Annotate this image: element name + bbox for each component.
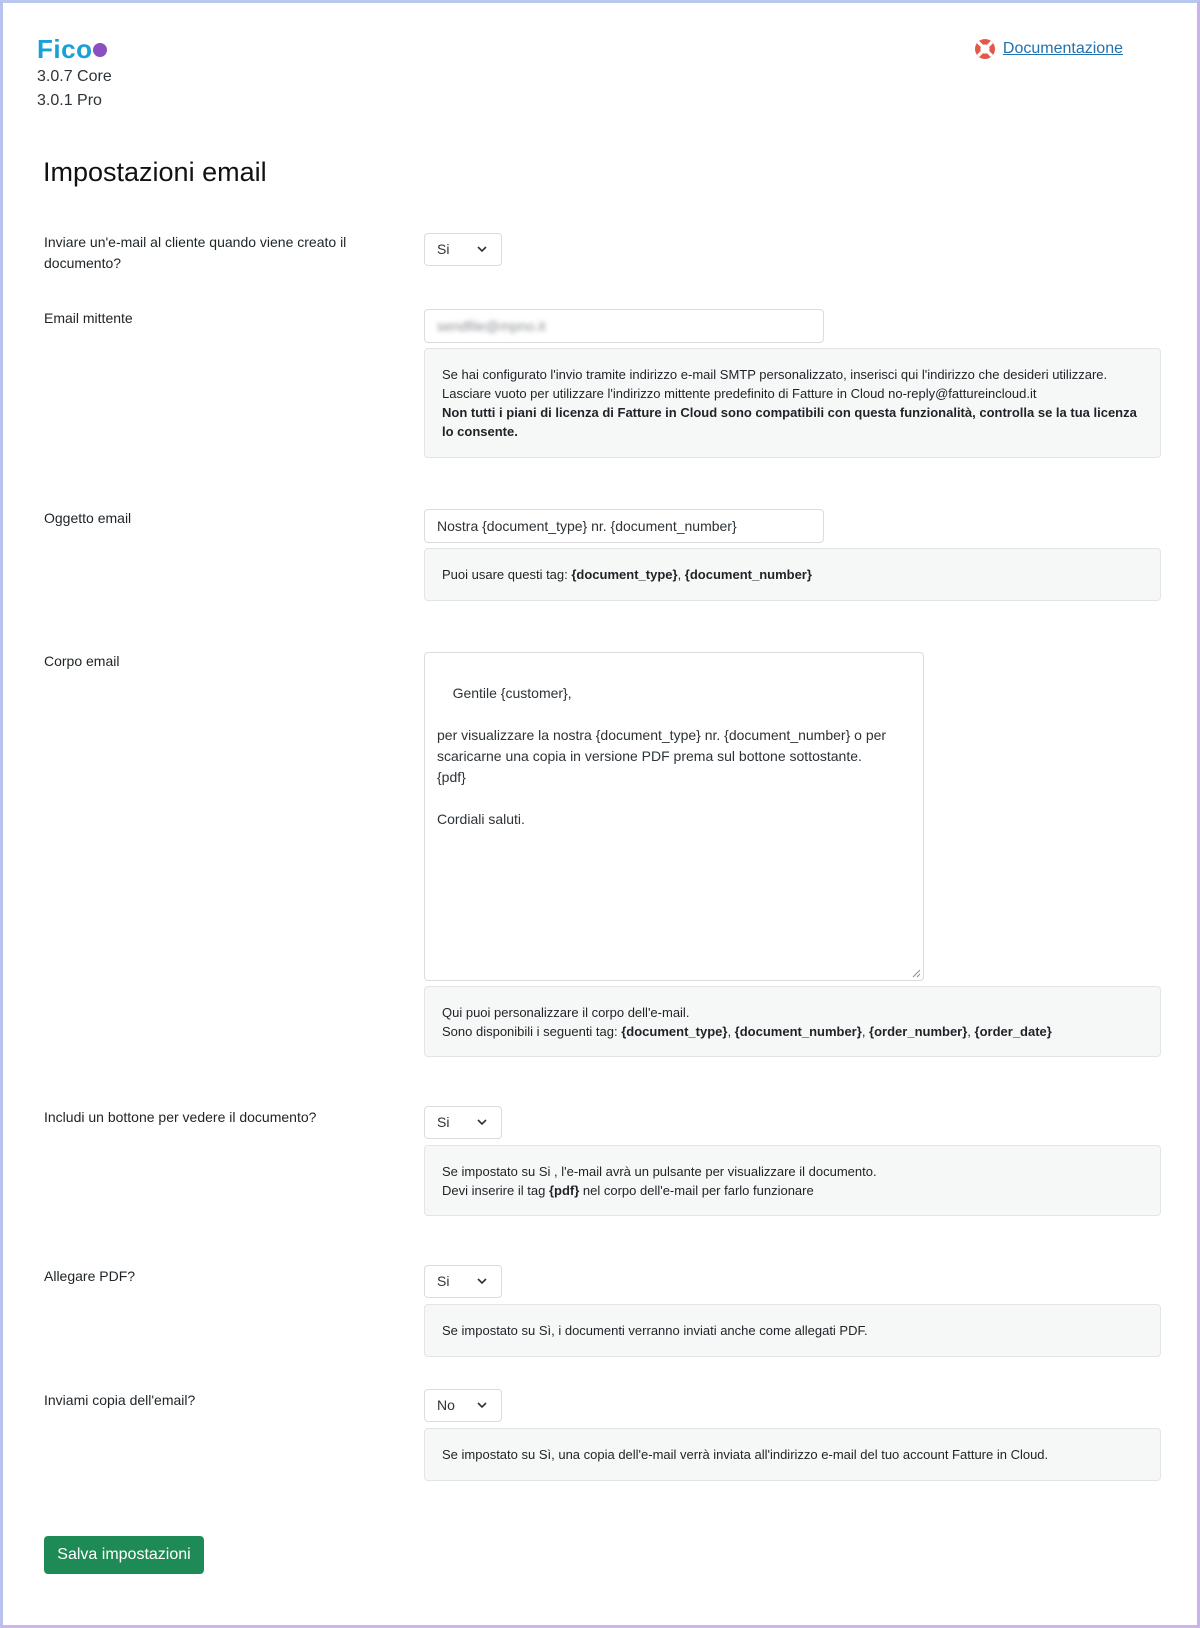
body-tag-sep: ,: [861, 1024, 870, 1039]
version-core: 3.0.7 Core: [37, 68, 112, 85]
chevron-down-icon: [475, 242, 489, 256]
body-tag-sep: ,: [727, 1024, 735, 1039]
body-tag-sep: ,: [967, 1024, 975, 1039]
subject-help-prefix: Puoi usare questi tag:: [442, 567, 572, 582]
body-tag-order-number: {order_number}: [869, 1024, 968, 1039]
include-button-help: [424, 1145, 1161, 1216]
body-help: [424, 986, 1161, 1057]
body-textarea[interactable]: [424, 652, 924, 981]
include-button-label: Includi un bottone per vedere il documento?: [44, 1109, 317, 1125]
sender-help-bold-text: Non tutti i piani di licenza di Fatture in Cloud sono compatibili con questa funzionalità, controlla se la tua licenza lo consente.: [442, 405, 1137, 439]
include-button-value: Si: [437, 1114, 450, 1130]
subject-tag-document-type: {document_type}: [571, 567, 678, 582]
documentation-link[interactable]: Documentazione: [1002, 40, 1123, 57]
subject-value: Nostra {document_type} nr. {document_number}: [437, 518, 737, 534]
attach-pdf-label: Allegare PDF?: [44, 1268, 136, 1284]
logo-dot-icon: [93, 43, 107, 57]
attach-pdf-value: Si: [437, 1273, 450, 1289]
page-title: Impostazioni email: [43, 157, 267, 187]
body-help-prefix: Sono disponibili i seguenti tag:: [442, 1024, 622, 1039]
subject-tag-document-number: {document_number}: [684, 567, 812, 582]
chevron-down-icon: [475, 1274, 489, 1288]
include-button-help-line2: [442, 1181, 1143, 1200]
sender-email-value: sendfile@mpno.it: [437, 318, 546, 334]
send-email-select[interactable]: [424, 233, 502, 266]
include-button-select[interactable]: [424, 1106, 502, 1139]
body-tag-order-date: {order_date}: [974, 1024, 1052, 1039]
body-tag-document-number: {document_number}: [734, 1024, 862, 1039]
include-button-help-tag: {pdf}: [548, 1183, 580, 1198]
sender-help-bold: [442, 403, 1143, 441]
chevron-down-icon: [475, 1115, 489, 1129]
subject-tag-sep: ,: [677, 567, 685, 582]
save-settings-button[interactable]: Salva impostazioni: [44, 1536, 204, 1574]
logo: [37, 33, 112, 65]
resize-handle-icon[interactable]: [912, 969, 921, 978]
sender-email-input[interactable]: [424, 309, 824, 343]
send-copy-help: Se impostato su Sì, una copia dell'e-mail verrà inviata all'indirizzo e-mail del tuo account Fatture in Cloud.: [424, 1428, 1161, 1481]
attach-pdf-help: Se impostato su Sì, i documenti verranno inviati anche come allegati PDF.: [424, 1304, 1161, 1357]
brand: [37, 33, 112, 113]
body-help-line2: [442, 1022, 1143, 1041]
version-pro: 3.0.1 Pro: [37, 92, 102, 109]
include-button-help-suffix: nel corpo dell'e-mail per farlo funzionare: [579, 1183, 814, 1198]
body-help-line1: Qui puoi personalizzare il corpo dell'e-mail.: [442, 1005, 690, 1020]
include-button-help-prefix: Devi inserire il tag: [442, 1183, 549, 1198]
body-value: Gentile {customer}, per visualizzare la nostra {document_type} nr. {document_number} o per scaricarne una copia in versione PDF prema sul bottone sottostante. {pdf} Cordiali saluti.: [437, 685, 887, 827]
body-label: Corpo email: [44, 653, 120, 669]
lifebuoy-icon: [973, 37, 997, 61]
include-button-help-line1: Se impostato su Si , l'e-mail avrà un pulsante per visualizzare il documento.: [442, 1164, 877, 1179]
subject-label: Oggetto email: [44, 510, 132, 526]
attach-pdf-select[interactable]: [424, 1265, 502, 1298]
send-email-value: Si: [437, 241, 450, 257]
sender-help-line1: Se hai configurato l'invio tramite indirizzo e-mail SMTP personalizzato, inserisci qui l'indirizzo che desideri utilizzare.: [442, 367, 1108, 382]
documentation-link-wrapper: [973, 37, 1123, 61]
send-copy-label: Inviami copia dell'email?: [44, 1392, 196, 1408]
logo-text: Fico: [37, 34, 93, 64]
subject-help: [424, 548, 1161, 601]
send-copy-value: No: [437, 1397, 455, 1413]
send-email-label: Inviare un'e-mail al cliente quando viene creato il documento?: [44, 234, 347, 271]
send-copy-select[interactable]: [424, 1389, 502, 1422]
sender-email-help: [424, 348, 1161, 458]
subject-input[interactable]: [424, 509, 824, 543]
sender-email-label: Email mittente: [44, 310, 133, 326]
chevron-down-icon: [475, 1398, 489, 1412]
sender-help-line2: Lasciare vuoto per utilizzare l'indirizzo mittente predefinito di Fatture in Cloud no-reply@fattureincloud.it: [442, 386, 1037, 401]
body-tag-document-type: {document_type}: [621, 1024, 728, 1039]
